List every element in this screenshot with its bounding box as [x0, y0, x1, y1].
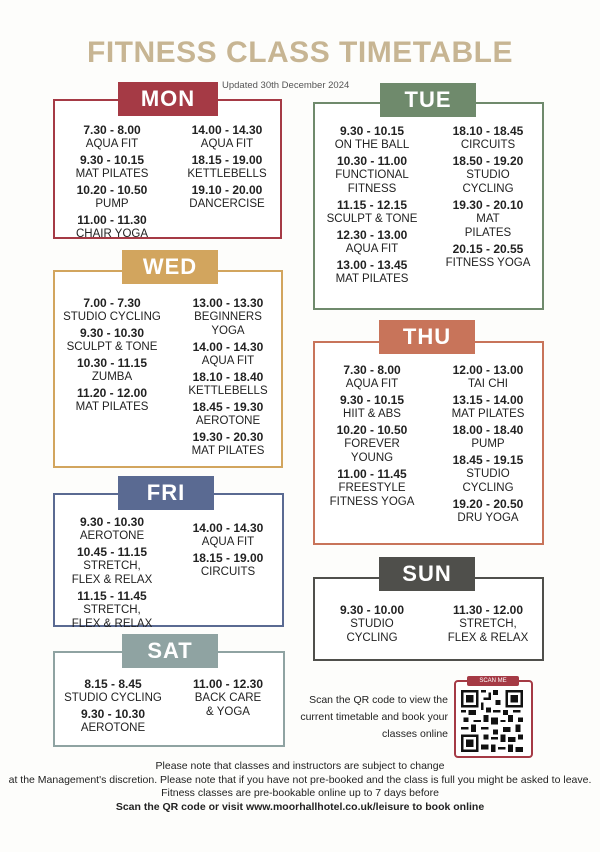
wed-column-afternoon	[173, 296, 283, 460]
class-entry	[433, 603, 543, 645]
class-time: 13.15 - 14.00	[452, 393, 524, 407]
thu-column-morning	[317, 363, 427, 511]
class-entry	[57, 707, 169, 735]
class-entry	[57, 515, 167, 543]
class-entry	[173, 296, 283, 338]
footer-notice	[0, 760, 600, 814]
class-name: STUDIO CYCLING	[64, 692, 162, 704]
class-name: STRETCH, FLEX & RELAX	[71, 604, 153, 630]
class-time: 13.00 - 13.45	[336, 258, 408, 272]
class-time: 19.10 - 20.00	[191, 183, 263, 197]
sat-column-morning	[57, 677, 169, 737]
class-name: MAT PILATES	[451, 408, 525, 420]
day-box-thu	[313, 341, 544, 545]
class-name: STUDIO CYCLING	[462, 169, 514, 195]
class-entry	[173, 521, 283, 549]
class-name: KETTLEBELLS	[187, 168, 267, 180]
class-entry	[317, 467, 427, 509]
class-entry	[172, 183, 282, 211]
class-name: AQUA FIT	[201, 536, 255, 548]
class-time: 12.00 - 13.00	[452, 363, 524, 377]
qr-instructions: Scan the QR code to view the current timetable and book your classes online	[300, 694, 448, 740]
class-entry	[317, 603, 427, 645]
sat-column-afternoon	[173, 677, 283, 721]
class-time: 9.30 - 10.30	[79, 326, 145, 340]
class-entry	[317, 124, 427, 152]
class-name: STUDIO CYCLING	[346, 618, 398, 644]
class-entry	[317, 363, 427, 391]
class-name: MAT PILATES	[75, 401, 149, 413]
class-time: 18.00 - 18.40	[452, 423, 524, 437]
class-time: 11.00 - 11.30	[77, 213, 147, 227]
class-name: FOREVER YOUNG	[344, 438, 400, 464]
thu-column-afternoon	[433, 363, 543, 527]
class-name: STUDIO CYCLING	[462, 468, 514, 494]
class-name: MAT PILATES	[335, 273, 409, 285]
day-tab-thu[interactable]: THU	[379, 320, 475, 354]
class-time: 10.20 - 10.50	[336, 423, 408, 437]
class-entry	[173, 430, 283, 458]
class-time: 11.15 - 11.45	[77, 589, 147, 603]
class-name: SCULPT & TONE	[326, 213, 418, 225]
class-name: PUMP	[95, 198, 129, 210]
mon-column-morning	[57, 123, 167, 243]
class-name: AQUA FIT	[200, 138, 254, 150]
class-entry	[172, 123, 282, 151]
class-name: CHAIR YOGA	[76, 228, 148, 240]
class-time: 18.45 - 19.15	[452, 453, 524, 467]
class-name: KETTLEBELLS	[188, 385, 268, 397]
class-name: DANCERCISE	[189, 198, 265, 210]
class-time: 12.30 - 13.00	[336, 228, 408, 242]
class-name: BEGINNERS YOGA	[194, 311, 262, 337]
class-entry	[433, 453, 543, 495]
class-time: 9.30 - 10.30	[79, 515, 145, 529]
class-time: 9.30 - 10.15	[79, 153, 145, 167]
class-entry	[317, 258, 427, 286]
class-name: CIRCUITS	[200, 566, 256, 578]
updated-date: Updated 30th December 2024	[222, 80, 350, 91]
class-entry	[57, 183, 167, 211]
class-time: 11.30 - 12.00	[452, 603, 524, 617]
class-entry	[317, 423, 427, 465]
class-entry	[317, 154, 427, 196]
class-entry	[433, 242, 543, 270]
class-name: CIRCUITS	[460, 139, 516, 151]
class-time: 14.00 - 14.30	[192, 521, 264, 535]
day-box-fri	[53, 493, 284, 630]
class-name: STUDIO CYCLING	[63, 311, 161, 323]
class-time: 14.00 - 14.30	[191, 123, 263, 137]
class-name: PUMP	[471, 438, 505, 450]
class-time: 20.15 - 20.55	[452, 242, 524, 256]
class-time: 18.15 - 19.00	[191, 153, 263, 167]
class-entry	[57, 296, 167, 324]
class-entry	[57, 356, 167, 384]
class-time: 19.20 - 20.50	[452, 497, 524, 511]
day-box-mon	[53, 99, 282, 239]
class-entry	[57, 589, 167, 631]
class-name: ON THE BALL	[334, 139, 410, 151]
class-entry	[173, 340, 283, 368]
class-time: 19.30 - 20.30	[192, 430, 264, 444]
class-time: 19.30 - 20.10	[452, 198, 524, 212]
class-name: STRETCH, FLEX & RELAX	[71, 560, 153, 586]
class-time: 13.00 - 13.30	[192, 296, 264, 310]
class-entry	[57, 545, 167, 587]
class-entry	[433, 423, 543, 451]
class-name: STRETCH, FLEX & RELAX	[447, 618, 529, 644]
class-name: ZUMBA	[91, 371, 133, 383]
class-name: AQUA FIT	[201, 355, 255, 367]
class-entry	[433, 124, 543, 152]
class-entry	[57, 386, 167, 414]
class-time: 10.30 - 11.00	[336, 154, 408, 168]
class-entry	[172, 153, 282, 181]
day-tab-mon[interactable]: MON	[118, 82, 218, 116]
class-entry	[317, 393, 427, 421]
class-time: 11.15 - 12.15	[336, 198, 408, 212]
footer-booking-link[interactable]: Scan the QR code or visit www.moorhallhotel.co.uk/leisure to book online	[115, 800, 485, 813]
class-name: AQUA FIT	[85, 138, 139, 150]
class-time: 7.30 - 8.00	[83, 123, 141, 137]
class-entry	[317, 198, 427, 226]
day-tab-fri[interactable]: FRI	[118, 476, 214, 510]
class-entry	[433, 497, 543, 525]
class-time: 7.00 - 7.30	[83, 296, 141, 310]
day-tab-sun[interactable]: SUN	[379, 557, 475, 591]
class-entry	[173, 677, 283, 719]
class-entry	[57, 213, 167, 241]
fri-column-morning	[57, 515, 167, 633]
class-name: AQUA FIT	[345, 378, 399, 390]
day-tab-sat[interactable]: SAT	[122, 634, 218, 668]
class-time: 18.15 - 19.00	[192, 551, 264, 565]
footer-line-1: Please note that classes and instructors are subject to change	[155, 760, 445, 772]
class-name: MAT PILATES	[191, 445, 265, 457]
class-name: AEROTONE	[79, 530, 145, 542]
tue-column-afternoon	[433, 124, 543, 272]
class-time: 8.15 - 8.45	[84, 677, 142, 691]
class-entry	[173, 370, 283, 398]
class-time: 9.30 - 10.15	[339, 393, 405, 407]
class-time: 18.10 - 18.40	[192, 370, 264, 384]
class-name: SCULPT & TONE	[66, 341, 158, 353]
class-time: 11.00 - 11.45	[337, 467, 407, 481]
sun-column-morning	[317, 603, 427, 647]
class-time: 7.30 - 8.00	[343, 363, 401, 377]
class-name: AEROTONE	[195, 415, 261, 427]
class-name: FUNCTIONAL FITNESS	[335, 169, 409, 195]
class-name: TAI CHI	[467, 378, 509, 390]
class-time: 9.30 - 10.15	[339, 124, 405, 138]
class-time: 9.30 - 10.30	[80, 707, 146, 721]
class-name: FITNESS YOGA	[445, 257, 531, 269]
class-entry	[57, 153, 167, 181]
class-entry	[57, 326, 167, 354]
mon-column-afternoon	[172, 123, 282, 213]
class-time: 10.45 - 11.15	[76, 545, 148, 559]
day-box-tue	[313, 102, 544, 310]
class-entry	[173, 551, 283, 579]
class-entry	[433, 393, 543, 421]
qr-code-icon[interactable]	[461, 690, 523, 752]
class-time: 11.20 - 12.00	[76, 386, 148, 400]
fri-column-afternoon	[173, 521, 283, 581]
wed-column-morning	[57, 296, 167, 416]
class-time: 14.00 - 14.30	[192, 340, 264, 354]
class-name: MAT PILATES	[464, 213, 512, 239]
page-title: FITNESS CLASS TIMETABLE	[87, 36, 513, 69]
class-name: DRU YOGA	[457, 512, 519, 524]
class-name: AQUA FIT	[345, 243, 399, 255]
class-entry	[57, 677, 169, 705]
class-name: BACK CARE & YOGA	[194, 692, 262, 718]
class-name: MAT PILATES	[75, 168, 149, 180]
class-name: FREESTYLE FITNESS YOGA	[329, 482, 415, 508]
class-name: HIIT & ABS	[343, 408, 401, 420]
day-tab-tue[interactable]: TUE	[380, 83, 476, 117]
class-entry	[57, 123, 167, 151]
footer-line-2: at the Management's discretion. Please note that if you have not pre-booked and the class is full you might be asked to leave. Fitness classes are pre-bookable online up to 7 days before	[8, 773, 592, 799]
scan-me-label: SCAN ME	[467, 676, 519, 686]
day-box-wed	[53, 270, 283, 468]
class-time: 18.45 - 19.30	[192, 400, 264, 414]
class-name: AEROTONE	[80, 722, 146, 734]
class-time: 10.30 - 11.15	[76, 356, 148, 370]
class-time: 18.10 - 18.45	[452, 124, 524, 138]
class-time: 18.50 - 19.20	[452, 154, 524, 168]
class-time: 11.00 - 12.30	[192, 677, 264, 691]
class-entry	[433, 198, 543, 240]
day-tab-wed[interactable]: WED	[122, 250, 218, 284]
sun-column-afternoon	[433, 603, 543, 647]
class-entry	[173, 400, 283, 428]
class-time: 10.20 - 10.50	[76, 183, 148, 197]
class-entry	[317, 228, 427, 256]
tue-column-morning	[317, 124, 427, 288]
class-entry	[433, 154, 543, 196]
class-time: 9.30 - 10.00	[339, 603, 405, 617]
class-entry	[433, 363, 543, 391]
